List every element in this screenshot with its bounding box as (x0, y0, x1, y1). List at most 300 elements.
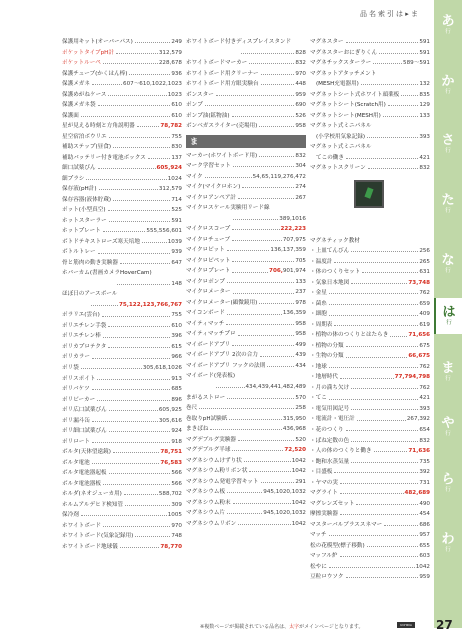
leader-dots (346, 153, 418, 159)
index-entry (310, 551, 430, 562)
entry-page: 136,359 (283, 308, 306, 319)
entry-page: 249 (171, 37, 182, 48)
leader-dots (205, 172, 252, 178)
index-entry (310, 436, 430, 447)
entry-name: ポンプ油(鉱物油) (186, 111, 231, 122)
entry-page: 1042 (292, 456, 306, 467)
index-entry (62, 79, 182, 90)
leader-dots (135, 531, 170, 537)
leader-dots (238, 329, 295, 335)
entry-page: 913 (171, 374, 182, 385)
index-entry (310, 79, 430, 90)
entry-name: ・電気用図記号 (310, 404, 350, 415)
leader-dots (120, 258, 170, 264)
leader-dots (81, 510, 167, 516)
kana-tab-letter: た (441, 193, 455, 208)
index-entry (310, 257, 430, 268)
entry-name: マイクロメーター(顕微鏡用) (186, 298, 258, 309)
leader-dots (103, 58, 158, 64)
entry-page: 566 (171, 479, 182, 490)
index-entry (62, 226, 182, 237)
kana-tab-6[interactable] (434, 298, 462, 334)
index-entry (186, 79, 306, 90)
kana-tab-2[interactable] (434, 74, 462, 96)
kana-tab-4[interactable] (434, 193, 462, 215)
index-entry (62, 363, 182, 374)
entry-page: 454 (419, 509, 430, 520)
index-entry (62, 247, 182, 258)
index-entry (62, 342, 182, 353)
entry-name: ・人の体のつくりと働き (310, 446, 373, 457)
entry-name: ・上皿てんびん (310, 246, 350, 257)
kana-tab-8[interactable] (434, 416, 462, 438)
entry-name: 保冷剤 (62, 510, 80, 521)
kana-tab-suffix: 行 (445, 208, 451, 214)
leader-dots (329, 309, 419, 315)
leader-dots (351, 457, 418, 463)
entry-name: ホバーカム(書画カメラHoverCam) (62, 268, 153, 279)
entry-page: 228,678 (159, 58, 182, 69)
index-entry (62, 289, 182, 300)
magnet-board-image (354, 180, 384, 208)
entry-name: ポケットルーペ (62, 58, 102, 69)
entry-name: マグライト (310, 488, 339, 499)
entry-page: 305,618,1026 (143, 363, 182, 374)
index-column-2 (186, 37, 306, 529)
entry-name: マグネシウム発電学習キット (186, 477, 260, 488)
index-entry (62, 521, 182, 532)
leader-dots (98, 163, 156, 169)
entry-page: 71,636 (408, 446, 430, 457)
entry-page: 654 (419, 425, 430, 436)
entry-page: 707,975 (283, 235, 306, 246)
entry-name: マグネシウム板 (186, 487, 226, 498)
entry-page: 591 (419, 48, 430, 59)
entry-name: マスターバルブラススネマー (310, 520, 383, 531)
index-entry (186, 403, 306, 414)
entry-name: マイクロメーター (186, 287, 232, 298)
entry-name: ・気象日本地図 (310, 278, 350, 289)
entry-name: マグネットスクリーン (310, 163, 367, 174)
leader-dots (108, 90, 166, 96)
index-entry (310, 404, 430, 415)
index-entry (310, 509, 430, 520)
entry-page: 409 (419, 309, 430, 320)
kana-tab-letter: な (441, 253, 455, 268)
leader-dots (99, 184, 158, 190)
index-entry (186, 424, 306, 435)
index-entry (62, 142, 182, 153)
index-entry (310, 425, 430, 436)
leader-dots (233, 161, 295, 167)
entry-name: 保存液(pH計) (62, 184, 98, 195)
magnetic-material-illustration (310, 174, 430, 234)
leader-dots (388, 100, 418, 106)
index-entry (62, 331, 182, 342)
entry-name: ポリ広口試薬びん (62, 405, 108, 416)
index-entry (186, 508, 306, 519)
index-entry (310, 267, 430, 278)
index-entry (186, 361, 306, 372)
entry-name: ポンプ (186, 100, 204, 111)
entry-page: 958 (295, 121, 306, 132)
index-entry (186, 37, 306, 48)
leader-dots (229, 414, 282, 420)
entry-page: 1024 (168, 174, 182, 185)
index-entry (310, 478, 430, 489)
leader-dots (109, 216, 171, 222)
entry-name: ・菌糸 (310, 299, 328, 310)
entry-name (186, 382, 215, 393)
entry-name: 松やに (310, 562, 328, 573)
entry-name: 保護面 (62, 111, 80, 122)
entry-page: 748 (171, 531, 182, 542)
entry-page: 393 (419, 132, 430, 143)
entry-page: 71,656 (408, 330, 430, 341)
entry-page: 520 (295, 435, 306, 446)
entry-name: マイティマッチ (186, 319, 225, 330)
entry-page: 78,770 (160, 542, 182, 553)
entry-name: ・周期表 (310, 320, 333, 331)
entry-name: ・植物の分類 (310, 341, 345, 352)
index-entry (186, 340, 306, 351)
entry-name: 保護チューブ(かくはん棒) (62, 69, 128, 80)
entry-name: マグネットシート式ホワイト頭薬板 (310, 90, 400, 101)
entry-page: 945,1020,1032 (263, 487, 306, 498)
index-entry (62, 184, 182, 195)
entry-page: 1023 (168, 90, 182, 101)
entry-page: 274 (295, 182, 306, 193)
entry-page: 265 (419, 257, 430, 268)
entry-name: マイボードアプリ 2次の合力 (186, 350, 259, 361)
entry-name: ポケットタイプpH計 (62, 48, 115, 59)
index-entry (62, 174, 182, 185)
entry-name: ポリ漏斗缶 (62, 416, 91, 427)
entry-name: 星空宿泊ボウリエ (62, 132, 108, 143)
entry-name: ボルタ電池器板 (62, 479, 102, 490)
index-entry (62, 374, 182, 385)
kana-tab-suffix: 行 (445, 148, 451, 154)
leader-dots (227, 393, 294, 399)
entry-name: ボトルトレー (62, 247, 97, 258)
entry-page: 490 (419, 499, 430, 510)
leader-dots (401, 90, 418, 96)
leader-dots (238, 519, 291, 525)
kana-tab-suffix: 行 (445, 376, 451, 382)
index-entry (62, 479, 182, 490)
index-entry (62, 321, 182, 332)
entry-page: 305,616 (159, 416, 182, 427)
leader-dots (129, 69, 170, 75)
entry-name: ホルムアルデヒド検知管 (62, 500, 124, 511)
leader-dots (329, 288, 419, 294)
entry-page: 918 (171, 437, 182, 448)
entry-name: ・生物の分類 (310, 351, 345, 362)
leader-dots (124, 489, 158, 495)
entry-name: ホワイトボード付きディスプレイスタンド (186, 37, 292, 48)
index-entry (186, 100, 306, 111)
entry-name: ・てこ (310, 393, 328, 404)
entry-page: 66,675 (408, 351, 430, 362)
entry-page: 714 (171, 195, 182, 206)
index-entry (310, 153, 430, 164)
entry-page: 896 (171, 395, 182, 406)
leader-dots (384, 520, 418, 526)
leader-dots (81, 363, 142, 369)
kana-tab-3[interactable] (434, 133, 462, 155)
entry-name: マーカー(ホワイトボード用) (186, 151, 258, 162)
leader-dots (227, 508, 262, 514)
entry-name (62, 300, 90, 311)
index-entry (186, 161, 306, 172)
leader-dots (346, 341, 419, 347)
entry-name: マグネットシート(Scratch用) (310, 100, 387, 111)
entry-name: てこの働き (310, 153, 345, 164)
index-entry (62, 69, 182, 80)
leader-dots (97, 374, 170, 380)
section-header-ma: ま (186, 135, 306, 148)
entry-name: 細口試薬びん (62, 163, 97, 174)
entry-page: 610 (171, 100, 182, 111)
entry-name: ポット(小型真空) (62, 205, 107, 216)
entry-page: 970 (171, 521, 182, 532)
index-entry (186, 414, 306, 425)
index-entry (186, 393, 306, 404)
entry-page: 675 (419, 341, 430, 352)
index-entry (310, 121, 430, 132)
entry-page: 619 (419, 320, 430, 331)
index-entry (62, 37, 182, 48)
leader-dots (92, 437, 170, 443)
entry-name: ボルタ電池器起板 (62, 468, 108, 479)
entry-name (186, 214, 232, 225)
index-entry (62, 405, 182, 416)
index-entry (186, 58, 306, 69)
leader-dots (103, 226, 146, 232)
index-entry (310, 467, 430, 478)
index-entry (186, 48, 306, 59)
index-entry (62, 531, 182, 542)
entry-page: 566 (171, 468, 182, 479)
entry-name: ・細胞 (310, 309, 328, 320)
entry-page: 526 (295, 111, 306, 122)
index-entry (310, 309, 430, 320)
entry-name: マイクロアンペア計 (186, 193, 237, 204)
index-entry (62, 468, 182, 479)
kana-tab-7[interactable] (434, 361, 462, 383)
leader-dots (383, 111, 419, 117)
entry-page: 256 (419, 246, 430, 257)
index-entry (186, 69, 306, 80)
entry-name: ポリビーカー (62, 395, 96, 406)
entry-page: 136,137,359 (270, 245, 306, 256)
entry-page: 605,925 (159, 405, 182, 416)
entry-name: マグネスター (310, 37, 345, 48)
entry-page: 1042 (416, 562, 430, 573)
index-entry (310, 299, 430, 310)
leader-dots (249, 58, 294, 64)
leader-dots (334, 467, 418, 473)
leader-dots (86, 174, 166, 180)
leader-dots (232, 256, 294, 262)
index-entry (310, 58, 430, 69)
entry-page: 735 (419, 457, 430, 468)
entry-name: 細プラシ (62, 174, 85, 185)
index-entry (310, 341, 430, 352)
index-entry (186, 193, 306, 204)
leader-dots (108, 342, 170, 348)
index-entry (62, 416, 182, 427)
kana-tab-suffix: 行 (445, 431, 451, 437)
index-entry (310, 111, 430, 122)
entry-page: 448 (295, 79, 306, 90)
entry-name: マグネチックスターラー (310, 58, 372, 69)
index-entry (62, 437, 182, 448)
leader-dots (351, 278, 407, 284)
entry-name: マッチ (310, 530, 328, 541)
kana-tab-10[interactable] (434, 532, 462, 554)
entry-name: マイクロポンプ (186, 277, 226, 288)
leader-dots (373, 58, 402, 64)
entry-name: マグネットアタッチメント (310, 69, 377, 80)
index-entry (186, 466, 306, 477)
leader-dots (238, 193, 294, 199)
index-entry (310, 499, 430, 510)
entry-page: 291 (295, 477, 306, 488)
entry-name: マグネット式ミニパネル (310, 142, 372, 153)
kana-tab-1[interactable] (434, 14, 462, 36)
entry-name: ホワイトボード地球儀 (62, 542, 119, 553)
index-entry-heading: マグネティック教材 (310, 236, 430, 247)
entry-page: 706,901,974 (269, 266, 306, 277)
entry-page: 76,583 (160, 458, 182, 469)
index-entry (186, 235, 306, 246)
leader-dots (81, 111, 171, 117)
leader-dots (216, 382, 244, 388)
kana-tab-suffix: 行 (445, 89, 451, 95)
entry-name: ホワイトボード用方眼実験台 (186, 79, 260, 90)
leader-dots (329, 562, 415, 568)
index-entry (310, 48, 430, 59)
index-entry (186, 498, 306, 509)
leader-dots (232, 235, 282, 241)
leader-dots (329, 362, 419, 368)
kana-tab-letter: ら (441, 472, 455, 487)
entry-page: 959 (419, 572, 430, 583)
index-entry (62, 205, 182, 216)
leader-dots (351, 383, 418, 389)
leader-dots (92, 458, 160, 464)
index-entry (310, 393, 430, 404)
kana-tab-suffix: 行 (445, 487, 451, 493)
leader-dots (232, 224, 279, 230)
entry-name: ・植物の体のつくりとはたらき (310, 330, 389, 341)
entry-name: ホワイトボード用クリーナー (186, 69, 260, 80)
index-title: 品名索引 (360, 10, 396, 18)
entry-name: マイボードアプリ フックの法則 (186, 361, 266, 372)
entry-page: 421 (419, 393, 430, 404)
leader-dots (379, 48, 418, 54)
entry-page: 924 (171, 426, 182, 437)
entry-page: 78,751 (160, 447, 182, 458)
leader-dots (117, 279, 170, 285)
kana-tab-9[interactable] (434, 472, 462, 494)
entry-name: まがるストロー (186, 393, 226, 404)
leader-dots (227, 308, 282, 314)
leader-dots (261, 69, 295, 75)
entry-name: マグネシウムけずり状 (186, 456, 243, 467)
entry-name: 保存容器(液体貯蔵) (62, 195, 112, 206)
entry-name: 保護用キット(オーバーパス) (62, 37, 134, 48)
index-entry (62, 510, 182, 521)
entry-page: 436,968 (283, 424, 306, 435)
kana-tab-5[interactable] (434, 253, 462, 275)
leader-dots (362, 267, 418, 273)
leader-dots (361, 79, 418, 85)
index-entry (62, 216, 182, 227)
entry-name: ・温度計 (310, 257, 333, 268)
index-entry (186, 277, 306, 288)
leader-dots (259, 151, 294, 157)
entry-page: 78,782 (160, 121, 182, 132)
leader-dots (260, 350, 294, 356)
entry-name: マイボード(発表板) (186, 371, 236, 382)
leader-dots (340, 488, 404, 494)
footer-note: ※複数ページが掲載されている品名は、太字がメインページとなります。 (200, 624, 364, 630)
index-entry (310, 446, 430, 457)
leader-dots (367, 132, 418, 138)
entry-page: 686 (419, 520, 430, 531)
leader-dots (351, 246, 418, 252)
entry-name: ポリカプロテクタ (62, 342, 107, 353)
index-entry (186, 256, 306, 267)
entry-name: ボトドテキストローズ寒天培地 (62, 237, 141, 248)
leader-dots (92, 384, 171, 390)
entry-page: 482,689 (405, 488, 430, 499)
entry-name: マイクロピット (186, 245, 226, 256)
entry-name: マイコンボード (186, 308, 226, 319)
entry-page: 133 (295, 277, 306, 288)
entry-name: マグデブルグ実験器 (186, 435, 237, 446)
entry-page: 762 (419, 383, 430, 394)
entry-name: ・月の満ち欠け (310, 383, 350, 394)
index-column-3 (310, 37, 430, 583)
index-column-1 (62, 37, 182, 552)
leader-dots (232, 445, 283, 451)
index-entry (186, 445, 306, 456)
leader-dots (227, 487, 262, 493)
entry-page: 755 (171, 310, 182, 321)
index-entry (62, 195, 182, 206)
entry-page: 828 (295, 48, 306, 59)
entry-page: 132 (419, 79, 430, 90)
entry-name: (MESH充電器用) (310, 79, 360, 90)
index-entry (186, 329, 306, 340)
entry-page: 615 (171, 342, 182, 353)
leader-dots (238, 435, 294, 441)
entry-name: 松の花模型(標子移動) (310, 541, 366, 552)
entry-page: 75,122,123,766,767 (119, 300, 182, 311)
leader-dots (233, 498, 291, 504)
entry-page: 267 (295, 193, 306, 204)
entry-page: 830 (171, 142, 182, 153)
entry-name: ・体のつくりセット (310, 267, 361, 278)
entry-page: 434 (295, 361, 306, 372)
entry-name: ポリエチレン手袋 (62, 321, 107, 332)
index-entry (310, 562, 430, 573)
kana-tab-letter: や (441, 416, 455, 431)
index-entry (310, 488, 430, 499)
